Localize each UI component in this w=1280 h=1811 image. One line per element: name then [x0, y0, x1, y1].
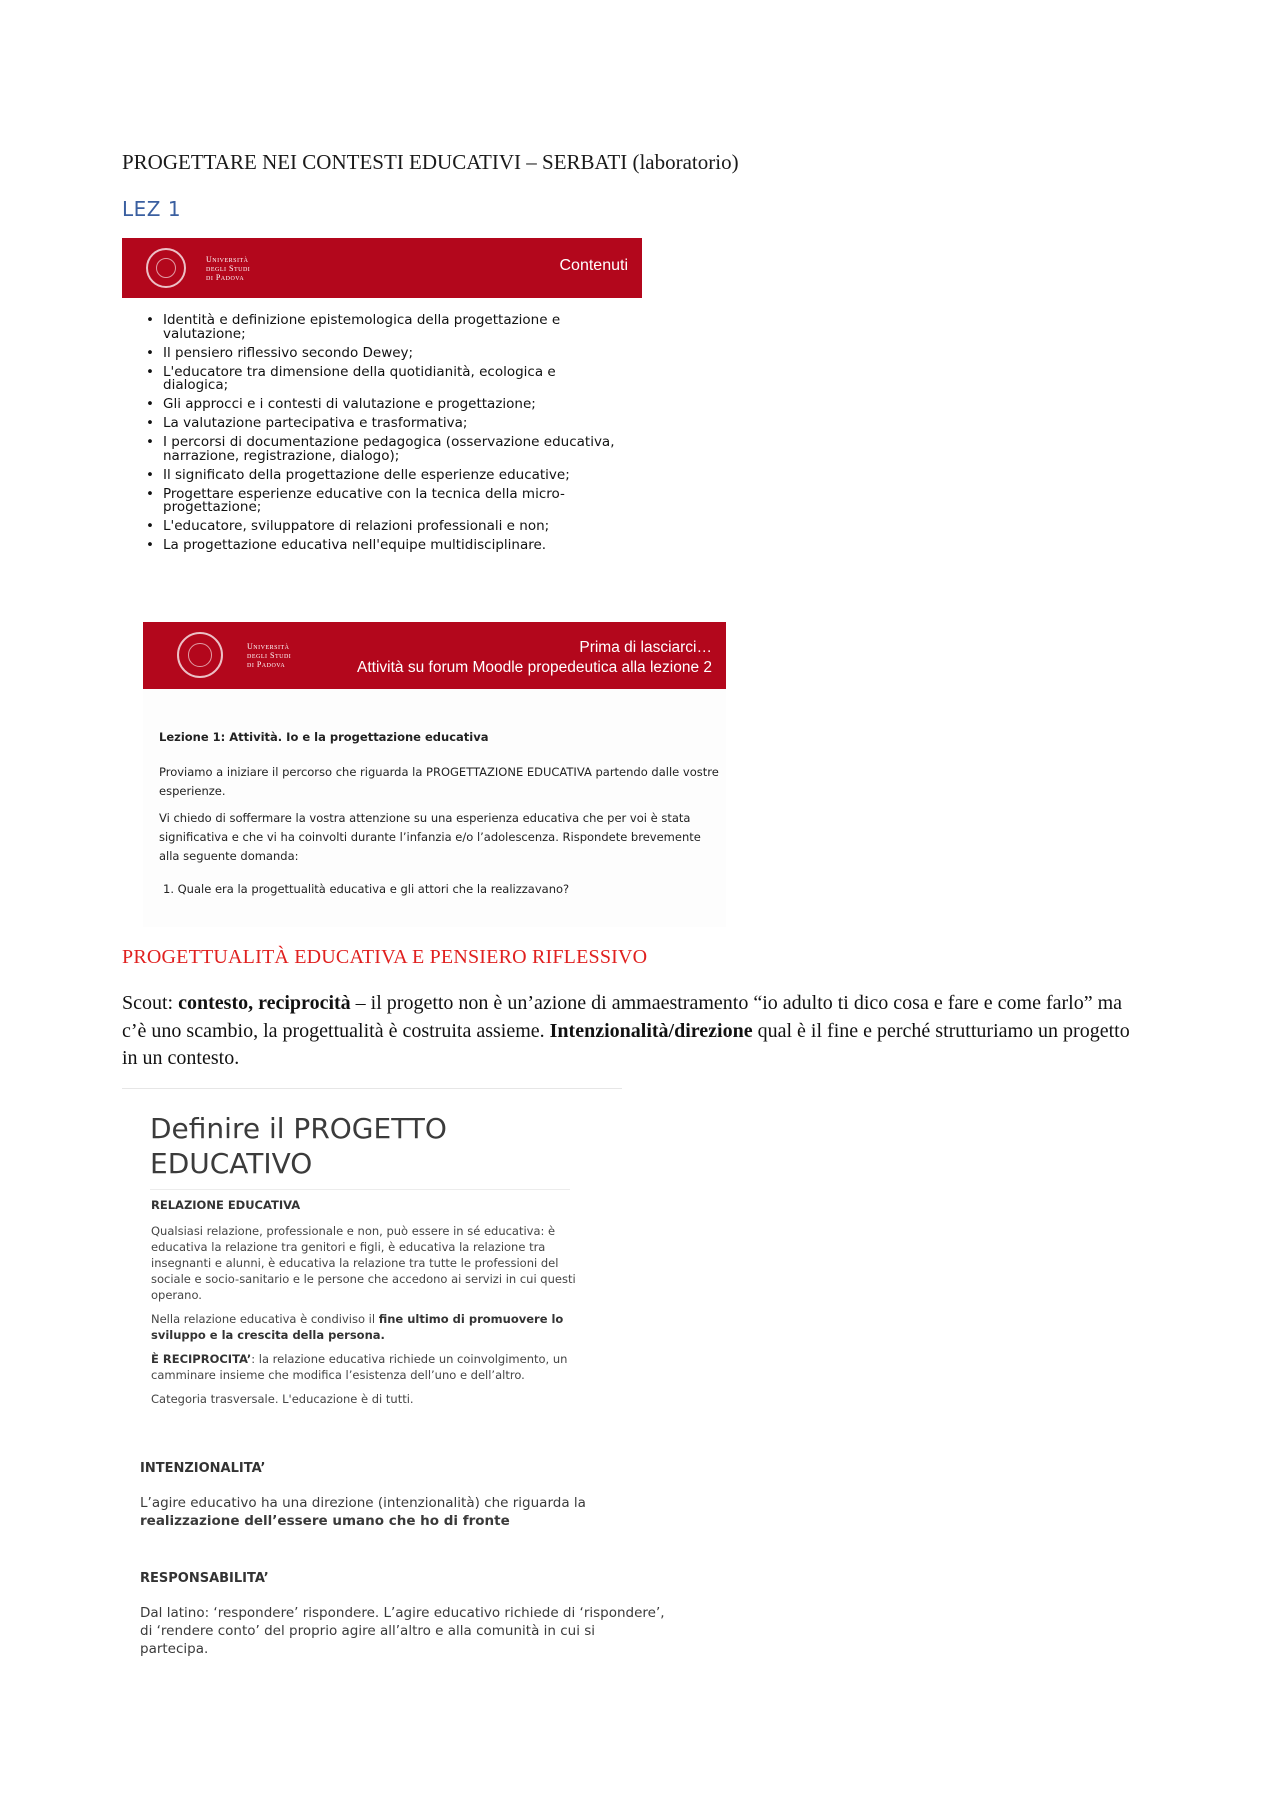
slide-paragraph: Dal latino: ‘respondere’ rispondere. L’agire educativo richiede di ‘rispondere’, di ‘rendere conto’ del proprio agire all’altro e alla comunità in cui si partecipa.: [140, 1605, 665, 1657]
lesson-heading: LEZ 1: [122, 197, 182, 221]
document-title: PROGETTARE NEI CONTESTI EDUCATIVI – SERBATI (laboratorio): [122, 150, 739, 174]
list-item: • La valutazione partecipativa e trasformativa;: [142, 417, 622, 431]
activity-heading: Lezione 1: Attività. Io e la progettazione educativa: [159, 730, 489, 744]
unipd-header-bar: [143, 622, 726, 689]
slide-subheading: RELAZIONE EDUCATIVA: [151, 1198, 301, 1212]
unipd-header-bar: [122, 238, 642, 298]
slide-paragraph: L’agire educativo ha una direzione (intenzionalità) che riguarda la realizzazione dell’essere umano che ho di fronte: [140, 1495, 586, 1529]
list-item: • Gli approcci e i contesti di valutazione e progettazione;: [142, 398, 622, 412]
slide-body: [151, 1197, 581, 1415]
slide-title: Prima di lasciarci… Attività su forum Moodle propedeutica alla lezione 2: [357, 639, 712, 676]
slide-paragraph: Nella relazione educativa è condiviso il fine ultimo di promuovere lo sviluppo e la crescita della persona.: [151, 1312, 564, 1342]
body-paragraph: Scout: contesto, reciprocità – il progetto non è un’azione di ammaestramento “io adulto ti dico cosa e fare e come farlo” ma c’è uno scambio, la progettualità è costruita assieme. Intenzionalità/direzione qual è il fine e perché strutturiamo un progetto in un contesto.: [122, 992, 1130, 1069]
list-item: • L'educatore, sviluppatore di relazioni professionali e non;: [142, 520, 622, 534]
university-seal-icon: [146, 248, 186, 288]
university-seal-icon: [177, 632, 223, 678]
divider: [150, 1189, 570, 1190]
list-item: • Il significato della progettazione delle esperienze educative;: [142, 469, 622, 483]
contents-list: [142, 314, 622, 558]
slide-prima-di-lasciarci: [143, 622, 726, 927]
activity-text: [159, 728, 719, 907]
slide-subheading: INTENZIONALITA’: [140, 1461, 266, 1476]
slide-title: Contenuti: [559, 257, 628, 274]
list-item: • Progettare esperienze educative con la tecnica della micro-progettazione;: [142, 488, 622, 515]
list-item: • Identità e definizione epistemologica della progettazione e valutazione;: [142, 314, 622, 341]
slide-contenuti: [122, 238, 642, 578]
slide-paragraph: È RECIPROCITA’: la relazione educativa richiede un coinvolgimento, un camminare insieme che modifica l’esistenza dell’uno e dell’altro.: [151, 1352, 568, 1382]
list-item: • L'educatore tra dimensione della quotidianità, ecologica e dialogica;: [142, 366, 622, 393]
slide-title: Definire il PROGETTO EDUCATIVO: [150, 1112, 447, 1180]
slide-body: [140, 1460, 665, 1658]
slide-paragraph: Categoria trasversale. L'educazione è di tutti.: [151, 1392, 414, 1406]
slide-subheading: RESPONSABILITA’: [140, 1571, 269, 1586]
activity-paragraph: Proviamo a iniziare il percorso che riguarda la PROGETTAZIONE EDUCATIVA partendo dalle vostre esperienze.: [159, 765, 719, 798]
university-name: Università degli Studi di Padova: [206, 255, 251, 282]
activity-question: 1. Quale era la progettualità educativa e gli attori che la realizzavano?: [163, 882, 570, 896]
list-item: • La progettazione educativa nell'equipe multidisciplinare.: [142, 539, 622, 553]
section-heading: PROGETTUALITÀ EDUCATIVA E PENSIERO RIFLESSIVO: [122, 946, 648, 968]
list-item: • Il pensiero riflessivo secondo Dewey;: [142, 347, 622, 361]
university-name: Università degli Studi di Padova: [247, 642, 292, 669]
slide-paragraph: Qualsiasi relazione, professionale e non, può essere in sé educativa: è educativa la relazione tra genitori e figli, è educativa la relazione tra insegnanti e alunni, è educativa la relazione tra tutte le professioni del sociale e socio-sanitario e le persone che accedono ai servizi in cui questi operano.: [151, 1224, 576, 1302]
list-item: • I percorsi di documentazione pedagogica (osservazione educativa, narrazione, registrazione, dialogo);: [142, 436, 622, 463]
slide-intenzionalita-responsabilita: [122, 1448, 670, 1674]
activity-paragraph: Vi chiedo di soffermare la vostra attenzione su una esperienza educativa che per voi è stata significativa e che vi ha coinvolti durante l’infanzia e/o l’adolescenza. Rispondete brevemente alla seguente domanda:: [159, 811, 701, 863]
slide-definire-progetto: [122, 1088, 622, 1439]
